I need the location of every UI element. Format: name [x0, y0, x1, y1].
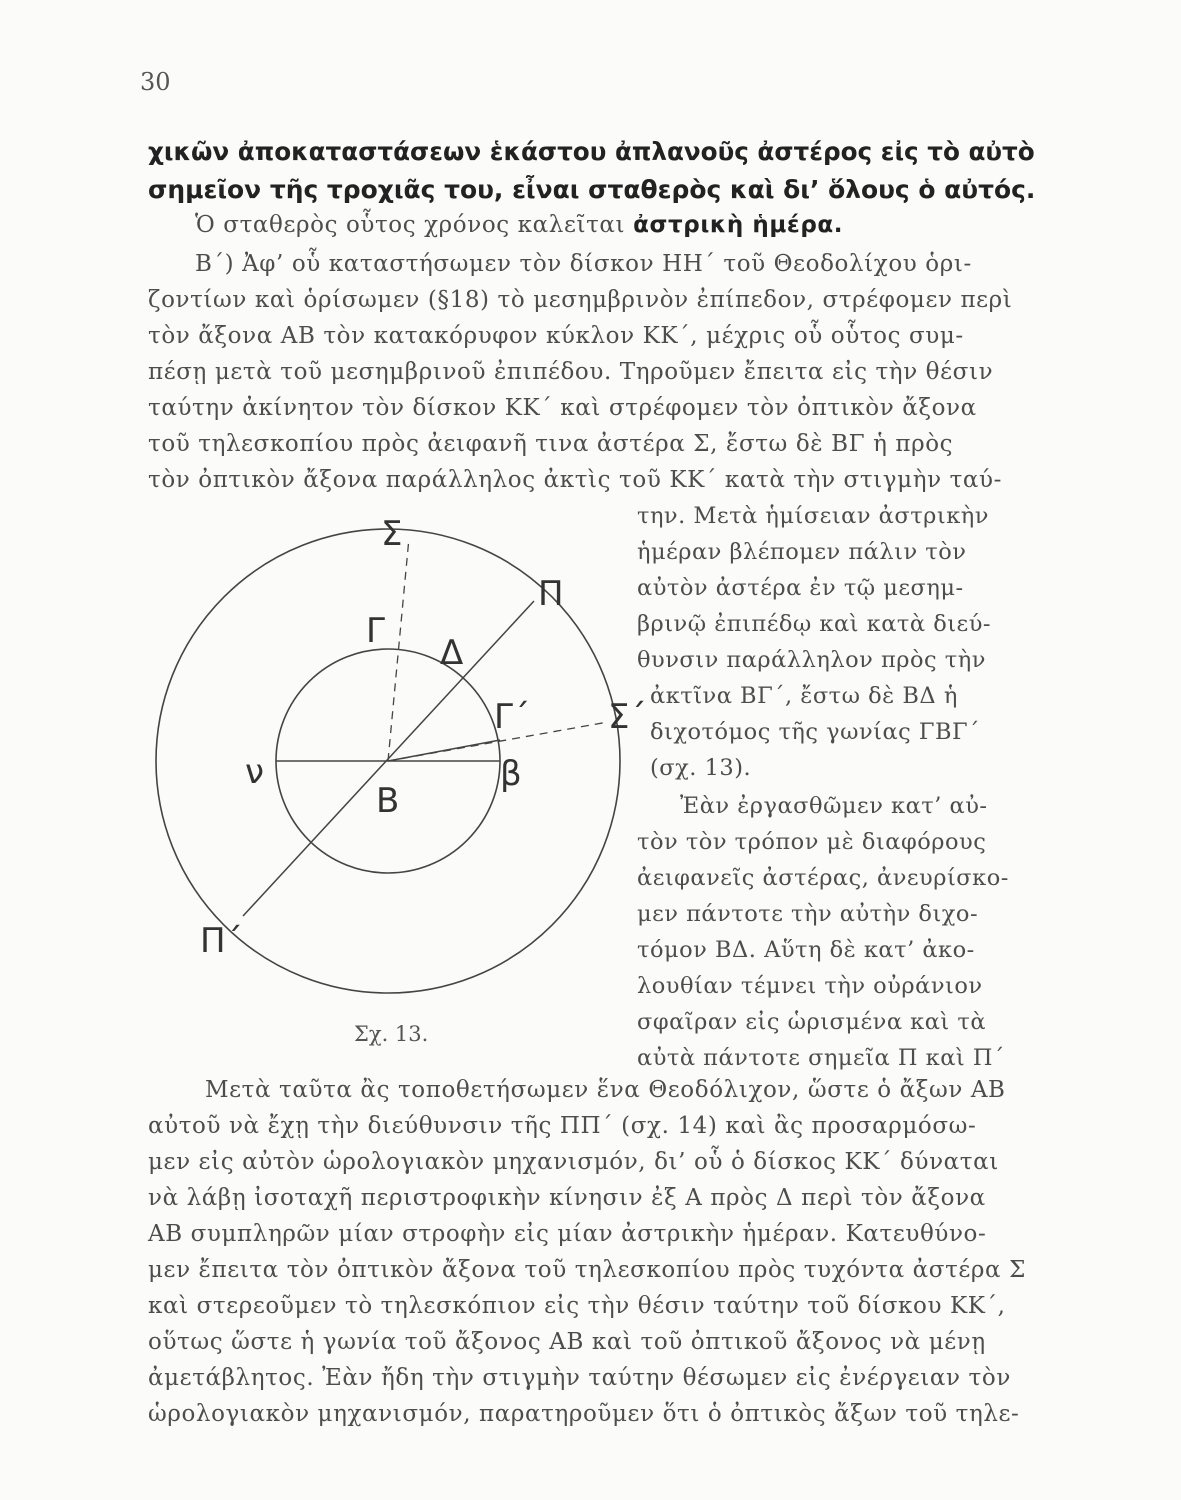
- text-line: τὸν ὀπτικὸν ἄξονα παράλληλος ἀκτὶς τοῦ ΚΚ΄ κατὰ τὴν στιγμὴν ταύ-: [148, 467, 1002, 493]
- label-sigma: Σ: [381, 514, 403, 554]
- right-text-line: αὐτὸν ἀστέρα ἐν τῷ μεσημ-: [637, 575, 964, 601]
- right-text-line: Ἐὰν ἐργασθῶμεν κατ’ αὐ-: [680, 793, 988, 819]
- label-sigma-prime: Σ΄: [608, 697, 647, 737]
- text-line: ἀμετάβλητος. Ἐὰν ἤδη τὴν στιγμὴν ταύτην θέσωμεν εἰς ἐνέργειαν τὸν: [148, 1365, 1011, 1391]
- label-gamma: Γ: [366, 611, 385, 651]
- text-line: Β΄) Ἀφ’ οὗ καταστήσωμεν τὸν δίσκον ΗΗ΄ τοῦ Θεοδολίχου ὁρι-: [195, 251, 972, 277]
- page-number: 30: [140, 68, 171, 96]
- definition-text: Ὁ σταθερὸς οὗτος χρόνος καλεῖται: [195, 212, 634, 238]
- text-line: τοῦ τηλεσκοπίου πρὸς ἀειφανῆ τινα ἀστέρα Σ, ἔστω δὲ ΒΓ ἡ πρὸς: [148, 431, 954, 457]
- text-line: αὐτοῦ νὰ ἔχῃ τὴν διεύθυνσιν τῆς ΠΠ΄ (σχ. 14) καὶ ἂς προσαρμόσω-: [148, 1113, 977, 1139]
- text-line: ὡρολογιακὸν μηχανισμόν, παρατηροῦμεν ὅτι ὁ ὀπτικὸς ἄξων τοῦ τηλε-: [148, 1401, 1020, 1427]
- right-text-line: ἀκτῖνα ΒΓ΄, ἔστω δὲ ΒΔ ἡ: [650, 683, 958, 709]
- text-line: ζοντίων καὶ ὁρίσωμεν (§18) τὸ μεσημβρινὸν ἐπίπεδον, στρέφομεν περὶ: [148, 287, 1013, 313]
- text-line: μεν εἰς αὐτὸν ὡρολογιακὸν μηχανισμόν, δι’ οὗ ὁ δίσκος ΚΚ΄ δύναται: [148, 1149, 999, 1175]
- text-line: ταύτην ἀκίνητον τὸν δίσκον ΚΚ΄ καὶ στρέφομεν τὸν ὀπτικὸν ἄξονα: [148, 395, 977, 421]
- text-line: οὕτως ὥστε ἡ γωνία τοῦ ἄξονος ΑΒ καὶ τοῦ ὀπτικοῦ ἄξονος νὰ μένῃ: [148, 1329, 986, 1355]
- figure-caption: Σχ. 13.: [354, 1022, 429, 1046]
- text-line: πέσῃ μετὰ τοῦ μεσημβρινοῦ ἐπιπέδου. Τηροῦμεν ἔπειτα εἰς τὴν θέσιν: [148, 359, 994, 385]
- text-line: τὸν ἄξονα ΑΒ τὸν κατακόρυφον κύκλον ΚΚ΄, μέχρις οὗ οὗτος συμ-: [148, 323, 964, 349]
- text-line: νὰ λάβῃ ἰσοταχῆ περιστροφικὴν κίνησιν ἐξ Α πρὸς Δ περὶ τὸν ἄξονα: [148, 1185, 986, 1211]
- right-text-line: ἀειφανεῖς ἀστέρας, ἀνευρίσκο-: [637, 865, 1009, 891]
- label-pi-prime: Π΄: [200, 921, 243, 961]
- right-text-line: τὸν τὸν τρόπον μὲ διαφόρους: [637, 829, 987, 855]
- bold-line-2: σημεῖον τῆς τροχιᾶς του, εἶναι σταθερὸς καὶ δι’ ὅλους ὁ αὐτός.: [148, 175, 1036, 204]
- label-beta-small: β: [500, 754, 522, 794]
- text-line: καὶ στερεοῦμεν τὸ τηλεσκόπιον εἰς τὴν θέσιν ταύτην τοῦ δίσκου ΚΚ΄,: [148, 1293, 1006, 1319]
- right-text-line: βρινῷ ἐπιπέδῳ καὶ κατὰ διεύ-: [637, 611, 991, 637]
- text-line: Μετὰ ταῦτα ἂς τοποθετήσωμεν ἕνα Θεοδόλιχον, ὥστε ὁ ἄξων ΑΒ: [205, 1077, 1006, 1103]
- right-text-line: αὐτὰ πάντοτε σημεῖα Π καὶ Π΄: [637, 1045, 1005, 1071]
- label-beta: Β: [376, 781, 400, 821]
- right-text-line: ἡμέραν βλέπομεν πάλιν τὸν: [637, 539, 967, 565]
- label-delta: Δ: [440, 633, 464, 673]
- label-gamma-prime: Γ΄: [494, 697, 530, 737]
- definition-term: ἀστρικὴ ἡμέρα.: [633, 212, 844, 238]
- text-line: ΑΒ συμπληρῶν μίαν στροφὴν εἰς μίαν ἀστρικὴν ἡμέραν. Κατευθύνο-: [148, 1221, 987, 1247]
- right-text-line: θυνσιν παράλληλον πρὸς τὴν: [637, 647, 986, 673]
- label-pi: Π: [538, 574, 564, 614]
- bold-line-1: χικῶν ἀποκαταστάσεων ἑκάστου ἀπλανοῦς ἀστέρος εἰς τὸ αὐτὸ: [148, 137, 1035, 166]
- right-text-line: σφαῖραν εἰς ὡρισμένα καὶ τὰ: [637, 1009, 987, 1035]
- right-text-line: μεν πάντοτε τὴν αὐτὴν διχο-: [637, 901, 979, 927]
- text-line: μεν ἔπειτα τὸν ὀπτικὸν ἄξονα τοῦ τηλεσκοπίου πρὸς τυχόντα ἀστέρα Σ: [148, 1257, 1026, 1283]
- right-text-line: τόμον ΒΔ. Αὕτη δὲ κατ’ ἀκο-: [637, 937, 975, 963]
- right-text-line: διχοτόμος τῆς γωνίας ΓΒΓ΄: [650, 719, 980, 745]
- right-text-line: λουθίαν τέμνει τὴν οὐράνιον: [637, 973, 983, 999]
- right-text-line: την. Μετὰ ἡμίσειαν ἀστρικὴν: [637, 503, 989, 529]
- right-text-line: (σχ. 13).: [650, 755, 752, 781]
- label-nu: ν: [245, 752, 264, 792]
